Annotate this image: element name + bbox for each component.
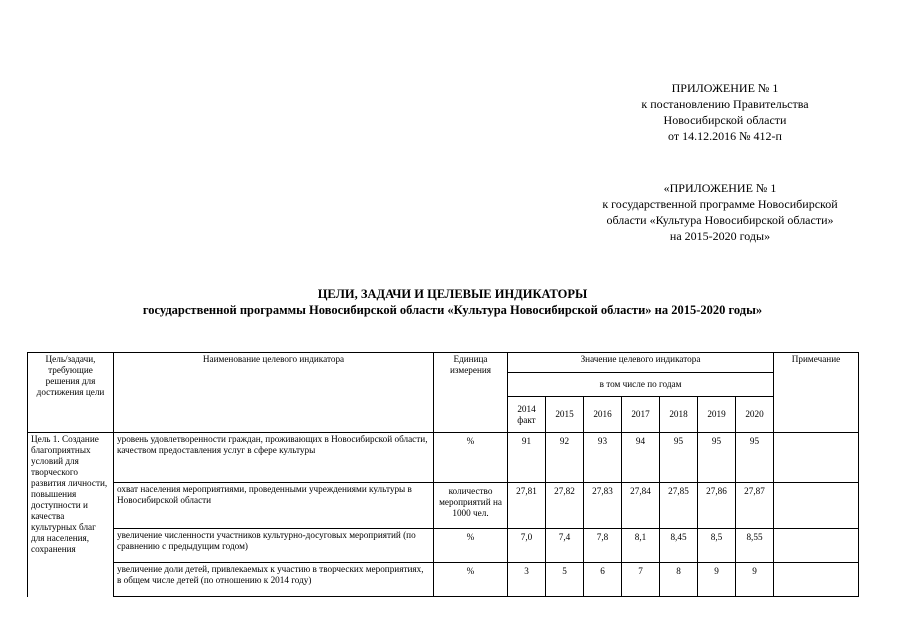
appendix-program-line: области «Культура Новосибирской области» bbox=[606, 213, 834, 227]
indicator-value: 91 bbox=[508, 433, 546, 483]
header-year: 2020 bbox=[736, 397, 774, 433]
indicator-value: 27,84 bbox=[622, 483, 660, 529]
appendix-decree-line: от 14.12.2016 № 412-п bbox=[668, 129, 782, 143]
table-row bbox=[28, 483, 859, 529]
table-row bbox=[28, 529, 859, 563]
header-year: 2015 bbox=[546, 397, 584, 433]
goal-cell: Цель 1. Создание благоприятных условий для творческого развития личности, повышения доступности и качества культурных благ для населения, сохранения bbox=[28, 433, 114, 597]
indicator-name: увеличение численности участников культурно-досуговых мероприятий (по сравнению с предыдущим годом) bbox=[114, 529, 434, 563]
indicator-value: 95 bbox=[660, 433, 698, 483]
indicator-value: 95 bbox=[736, 433, 774, 483]
appendix-program-block bbox=[550, 180, 890, 244]
note-cell bbox=[774, 529, 859, 563]
header-year: 2014 факт bbox=[508, 397, 546, 433]
note-cell bbox=[774, 433, 859, 483]
appendix-decree-line: Новосибирской области bbox=[663, 113, 787, 127]
indicator-value: 8 bbox=[660, 563, 698, 597]
header-year: 2018 bbox=[660, 397, 698, 433]
header-unit: Единица измерения bbox=[434, 353, 508, 433]
indicator-value: 7,0 bbox=[508, 529, 546, 563]
table-row bbox=[28, 563, 859, 597]
indicator-value: 8,1 bbox=[622, 529, 660, 563]
indicator-value: 7,4 bbox=[546, 529, 584, 563]
indicator-value: 9 bbox=[698, 563, 736, 597]
header-indicator: Наименование целевого индикатора bbox=[114, 353, 434, 433]
indicator-unit: % bbox=[434, 433, 508, 483]
title-line-1: ЦЕЛИ, ЗАДАЧИ И ЦЕЛЕВЫЕ ИНДИКАТОРЫ bbox=[317, 287, 588, 301]
appendix-decree-line: к постановлению Правительства bbox=[641, 97, 809, 111]
indicator-value: 5 bbox=[546, 563, 584, 597]
indicator-value: 94 bbox=[622, 433, 660, 483]
indicator-value: 92 bbox=[546, 433, 584, 483]
indicator-value: 27,81 bbox=[508, 483, 546, 529]
indicator-value: 8,45 bbox=[660, 529, 698, 563]
indicator-value: 27,83 bbox=[584, 483, 622, 529]
title-line-2: государственной программы Новосибирской области «Культура Новосибирской области» на 2015-2020 годы» bbox=[142, 303, 763, 317]
indicator-name: уровень удовлетворенности граждан, проживающих в Новосибирской области, качеством предоставления услуг в сфере культуры bbox=[114, 433, 434, 483]
header-note: Примечание bbox=[774, 353, 859, 433]
indicator-value: 8,5 bbox=[698, 529, 736, 563]
indicator-value: 6 bbox=[584, 563, 622, 597]
header-by-years: в том числе по годам bbox=[508, 373, 774, 397]
note-cell bbox=[774, 563, 859, 597]
header-value: Значение целевого индикатора bbox=[508, 353, 774, 373]
indicator-value: 27,82 bbox=[546, 483, 584, 529]
indicator-value: 27,85 bbox=[660, 483, 698, 529]
indicator-value: 3 bbox=[508, 563, 546, 597]
indicator-value: 27,86 bbox=[698, 483, 736, 529]
indicator-unit: % bbox=[434, 563, 508, 597]
indicator-unit: % bbox=[434, 529, 508, 563]
indicator-value: 27,87 bbox=[736, 483, 774, 529]
document-title bbox=[0, 286, 905, 318]
indicator-value: 93 bbox=[584, 433, 622, 483]
appendix-program-line: к государственной программе Новосибирской bbox=[602, 197, 838, 211]
indicator-unit: количество мероприятий на 1000 чел. bbox=[434, 483, 508, 529]
table-row bbox=[28, 433, 859, 483]
indicator-value: 7 bbox=[622, 563, 660, 597]
header-year: 2019 bbox=[698, 397, 736, 433]
indicator-name: охват населения мероприятиями, проведенными учреждениями культуры в Новосибирской области bbox=[114, 483, 434, 529]
appendix-program-line: «ПРИЛОЖЕНИЕ № 1 bbox=[663, 181, 777, 195]
header-year: 2016 bbox=[584, 397, 622, 433]
appendix-program-line: на 2015-2020 годы» bbox=[669, 229, 771, 243]
indicator-value: 9 bbox=[736, 563, 774, 597]
indicator-value: 8,55 bbox=[736, 529, 774, 563]
indicator-name: увеличение доли детей, привлекаемых к участию в творческих мероприятиях, в общем числе детей (по отношению к 2014 году) bbox=[114, 563, 434, 597]
indicators-table bbox=[27, 352, 859, 597]
indicator-value: 95 bbox=[698, 433, 736, 483]
header-year: 2017 bbox=[622, 397, 660, 433]
header-goal: Цель/задачи, требующие решения для достижения цели bbox=[28, 353, 114, 433]
appendix-decree-line: ПРИЛОЖЕНИЕ № 1 bbox=[671, 81, 779, 95]
indicator-value: 7,8 bbox=[584, 529, 622, 563]
note-cell bbox=[774, 483, 859, 529]
appendix-decree-block bbox=[580, 80, 870, 144]
